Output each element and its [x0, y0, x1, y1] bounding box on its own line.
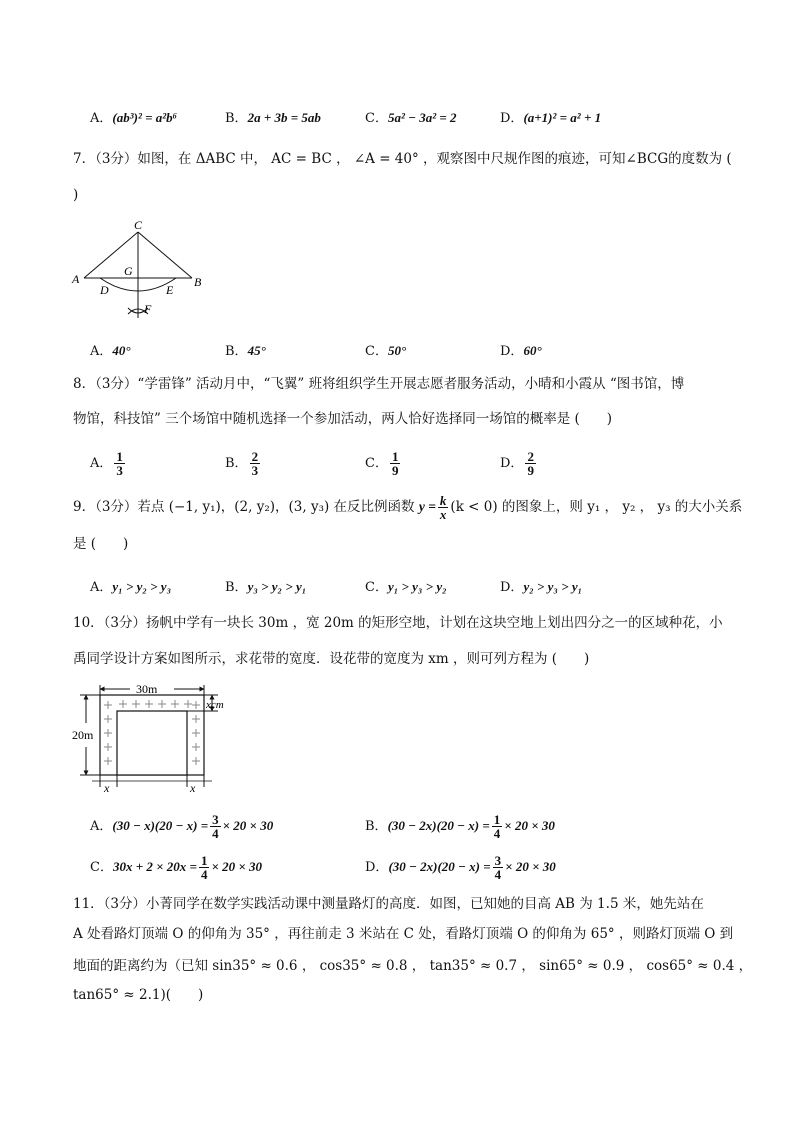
q7-label-a: A	[72, 272, 80, 286]
q7-label-g: G	[124, 264, 133, 278]
q7-side-bc	[138, 232, 192, 278]
fraction: $\frac{3}{4}$	[494, 853, 502, 882]
q10-option-c[interactable]: C．30x + 2 × 20x = $\frac{1}{4}$ × 20 × 30	[90, 853, 263, 882]
q10-option-d[interactable]: D．(30 − 2x)(20 − x) = $\frac{3}{4}$ × 20 × 30	[365, 853, 556, 882]
q7-label-b: B	[194, 275, 202, 289]
q7-option-a[interactable]: A．40°	[90, 343, 131, 359]
q9-option-a[interactable]: A．y₁ > y₂ > y₃	[90, 579, 172, 595]
q8-stem-line-1: 8．（3分）“学雷锋” 活动月中，“飞翼” 班将组织学生开展志愿者服务活动，小晴和小霞从 “图书馆，博	[73, 376, 685, 392]
q6-option-b[interactable]: B．2a + 3b = 5ab	[225, 110, 321, 126]
q7-stem-line-2: )	[73, 187, 79, 203]
q11-stem-line-1: 11．（3分）小菁同学在数学实践活动课中测量路灯的高度．如图，已知她的目高 AB 为 1.5 米，她先站在	[73, 896, 704, 912]
fraction: $\frac{1}{4}$	[200, 853, 208, 882]
q7-option-d[interactable]: D．60°	[500, 343, 542, 359]
q10-label-left: 20m	[72, 728, 94, 742]
q10-option-a[interactable]: A．(30 − x)(20 − x) = $\frac{3}{4}$ × 20 × 30	[90, 812, 274, 841]
q9-stem-line-1: 9．（3分）若点 (−1, y₁)，(2, y₂)，(3, y₃) 在反比例函数 y = $\frac{k}{x}$ (k < 0) 的图象上，则 y₁ ， y₂ ， y₃ 的大小关系	[73, 493, 743, 522]
q10-inner-rect	[117, 711, 187, 775]
q7-option-b[interactable]: B．45°	[225, 343, 266, 359]
q10-label-top: 30m	[136, 683, 158, 696]
q6-option-c[interactable]: C．5a² − 3a² = 2	[365, 110, 457, 126]
fraction: $\frac{1}{4}$	[493, 812, 501, 841]
q6-option-a[interactable]: A．(ab³)² = a²b⁶	[90, 110, 178, 126]
q10-figure	[70, 683, 240, 795]
q8-option-b[interactable]: B． $\frac{2}{3}$	[225, 449, 259, 478]
q9-option-d[interactable]: D．y₂ > y₃ > y₁	[500, 579, 583, 595]
q10-label-bottom-left: x	[104, 781, 110, 795]
q11-stem-line-4: tan65° ≈ 2.1)( )	[73, 987, 204, 1003]
q9-option-b[interactable]: B．y₃ > y₂ > y₁	[225, 579, 307, 595]
fraction: $\frac{3}{4}$	[212, 812, 219, 841]
q7-label-c: C	[134, 218, 143, 232]
q10-stem-line-2: 禹同学设计方案如图所示，求花带的宽度．设花带的宽度为 xm ，则可列方程为 ( )	[73, 651, 590, 667]
q11-stem-line-2: A 处看路灯顶端 O 的仰角为 35° ，再往前走 3 米站在 C 处，看路灯顶端 O 的仰角为 65° ，则路灯顶端 O 到	[73, 926, 734, 942]
q7-label-f: F	[144, 302, 152, 316]
q9-option-c[interactable]: C．y₁ > y₃ > y₂	[365, 579, 447, 595]
q7-label-e: E	[166, 283, 174, 297]
q10-label-right: xcm	[206, 699, 224, 711]
fraction: $\frac{2}{3}$	[251, 449, 259, 478]
q10-option-b[interactable]: B．(30 − 2x)(20 − x) = $\frac{1}{4}$ × 20 × 30	[365, 812, 555, 841]
q7-label-d: D	[100, 283, 109, 297]
q9-function-fraction: $\frac{k}{x}$	[439, 493, 447, 522]
q8-option-d[interactable]: D． $\frac{2}{9}$	[500, 449, 534, 478]
fraction: $\frac{1}{9}$	[391, 449, 399, 478]
fraction: $\frac{1}{3}$	[116, 449, 123, 478]
fraction: $\frac{2}{9}$	[527, 449, 534, 478]
q11-stem-line-3: 地面的距离约为（已知 sin35° ≈ 0.6 ， cos35° ≈ 0.8 ， tan35° ≈ 0.7 ， sin65° ≈ 0.9 ， cos65° ≈ 0.4 ，	[73, 958, 753, 974]
q10-label-bottom-right: x	[190, 781, 196, 795]
q10-stem-line-1: 10．（3分）扬帆中学有一块长 30m ，宽 20m 的矩形空地，计划在这块空地上划出四分之一的区域种花，小	[73, 615, 723, 631]
q7-option-c[interactable]: C．50°	[365, 343, 407, 359]
q8-option-c[interactable]: C． $\frac{1}{9}$	[365, 449, 399, 478]
q6-option-d[interactable]: D．(a+1)² = a² + 1	[500, 110, 602, 126]
q9-stem-line-2: 是 ( )	[73, 536, 129, 552]
q7-stem-line-1: 7．（3分）如图，在 ΔABC 中， AC = BC ， ∠A = 40° ，观察图中尺规作图的痕迹，可知∠BCG的度数为 (	[73, 151, 732, 167]
q8-stem-line-2: 物馆，科技馆” 三个场馆中随机选择一个参加活动，两人恰好选择同一场馆的概率是 ( )	[73, 411, 613, 427]
q8-option-a[interactable]: A． $\frac{1}{3}$	[90, 449, 123, 478]
q7-figure	[68, 214, 208, 326]
